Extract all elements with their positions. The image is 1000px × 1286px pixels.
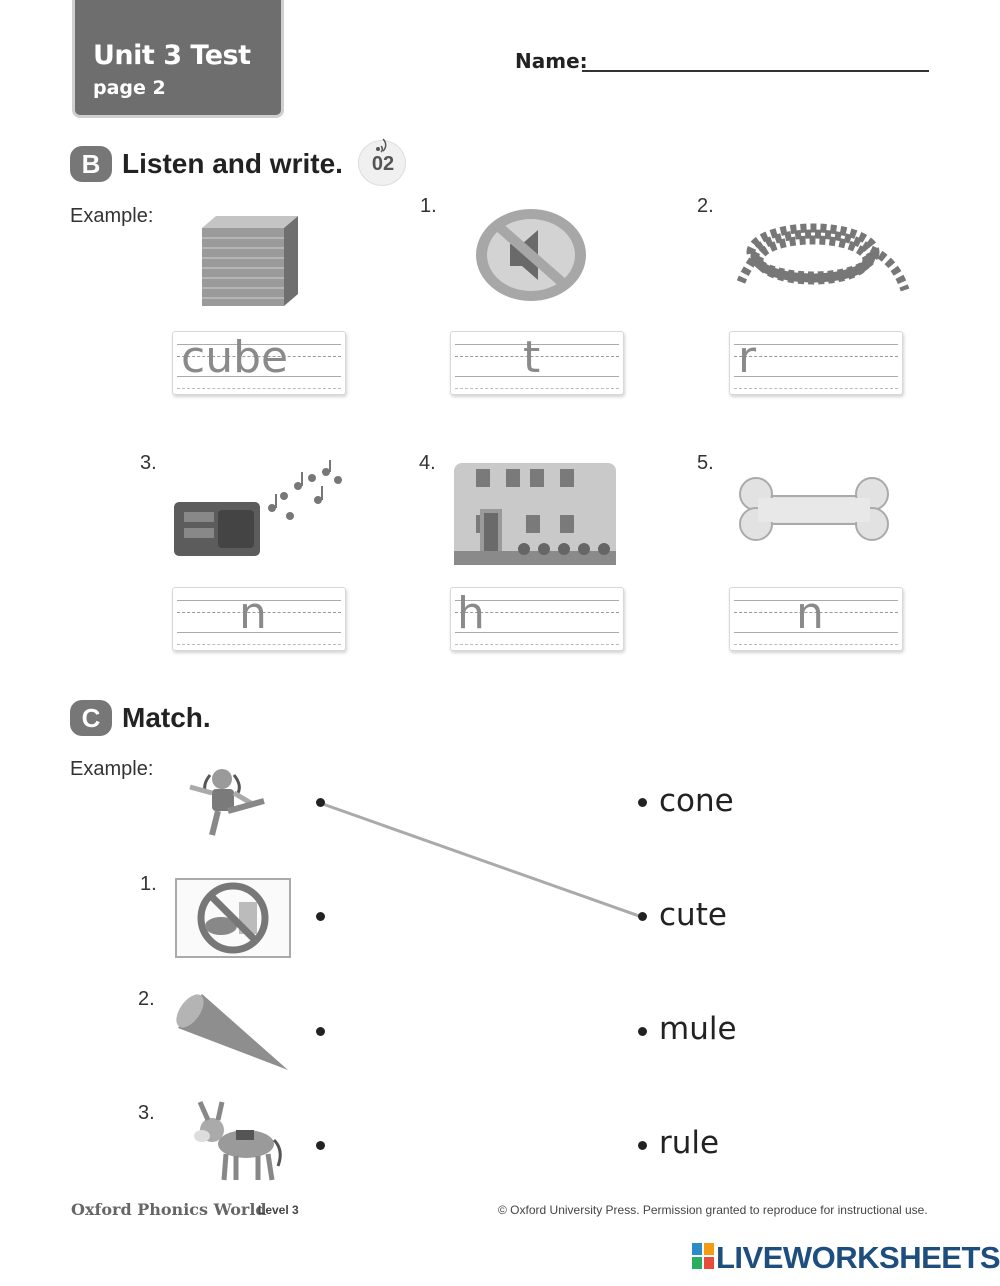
section-b-example-label: Example: — [70, 205, 154, 227]
right-match-dot[interactable] — [638, 1027, 647, 1036]
match-word: mule — [659, 1011, 737, 1047]
match-number: 1. — [140, 873, 157, 895]
match-word: cute — [659, 897, 727, 933]
right-match-dot[interactable] — [638, 798, 647, 807]
item-number: 3. — [140, 452, 157, 474]
footer-copyright: © Oxford University Press. Permission granted to reproduce for instructional use. — [498, 1203, 928, 1217]
match-number: 2. — [138, 988, 155, 1010]
left-match-dot[interactable] — [316, 1141, 325, 1150]
liveworksheets-logo-icon — [692, 1243, 714, 1269]
section-b-title: Listen and write. — [122, 148, 343, 179]
section-c-title: Match. — [122, 702, 211, 733]
item-number: 1. — [420, 195, 437, 217]
right-match-dot[interactable] — [638, 1141, 647, 1150]
footer-level: Level 3 — [258, 1203, 299, 1217]
match-word: rule — [659, 1125, 720, 1161]
name-label: Name: — [515, 49, 588, 73]
answer-hint-5: n — [796, 588, 824, 639]
item-number: 2. — [697, 195, 714, 217]
left-match-dot[interactable] — [316, 1027, 325, 1036]
section-b-badge: B — [70, 146, 112, 182]
section-c-badge: C — [70, 700, 112, 736]
answer-hint-3: n — [239, 588, 267, 639]
page-label: page 2 — [93, 77, 166, 99]
item-number: 5. — [697, 452, 714, 474]
right-match-dot[interactable] — [638, 912, 647, 921]
section-c-example-label: Example: — [70, 758, 154, 780]
item-number: 4. — [419, 452, 436, 474]
liveworksheets-watermark[interactable]: LIVEWORKSHEETS — [716, 1240, 1000, 1275]
match-number: 3. — [138, 1102, 155, 1124]
left-match-dot[interactable] — [316, 912, 325, 921]
footer-brand: Oxford Phonics World — [71, 1200, 267, 1219]
answer-hint-4: h — [457, 588, 485, 639]
left-match-dot[interactable] — [316, 798, 325, 807]
audio-track-number: 02 — [371, 153, 395, 175]
example-answer-text: cube — [181, 332, 289, 383]
unit-title: Unit 3 Test — [93, 40, 251, 71]
match-word: cone — [659, 783, 734, 819]
answer-hint-2: r — [738, 332, 757, 383]
answer-hint-1: t — [523, 332, 541, 383]
